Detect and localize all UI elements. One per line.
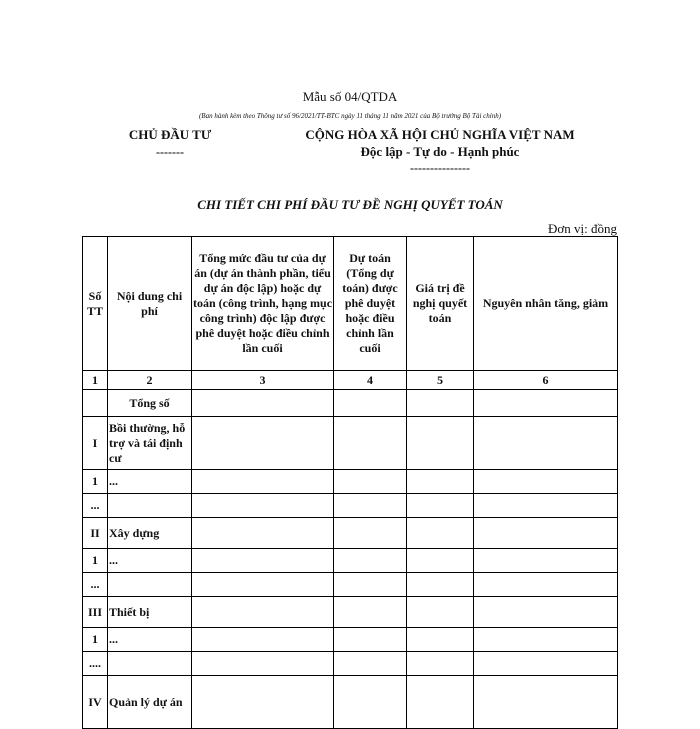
form-number: Mẫu số 04/QTDA <box>302 89 398 104</box>
empty-cell <box>334 628 407 652</box>
empty-cell <box>192 652 334 676</box>
empty-cell <box>334 676 407 729</box>
column-number: 4 <box>334 371 407 390</box>
header-cell-no: Số TT <box>83 237 108 371</box>
header-cell-estimate: Dự toán (Tổng dự toán) được phê duyệt hoặc điều chỉnh lần cuối <box>334 237 407 371</box>
empty-cell <box>407 573 474 597</box>
column-number-row <box>83 371 618 390</box>
column-number: 6 <box>474 371 618 390</box>
row-content: ... <box>108 628 192 652</box>
row-no: II <box>83 518 108 549</box>
empty-cell <box>334 518 407 549</box>
empty-cell <box>334 652 407 676</box>
empty-cell <box>407 597 474 628</box>
row-no: IV <box>83 676 108 729</box>
header-cell-settlement-value: Giá trị đề nghị quyết toán <box>407 237 474 371</box>
empty-cell <box>474 390 618 417</box>
table-row <box>83 470 618 494</box>
row-content <box>108 652 192 676</box>
document-title: CHI TIẾT CHI PHÍ ĐẦU TƯ ĐỀ NGHỊ QUYẾT TOÁN <box>197 197 503 212</box>
column-number: 5 <box>407 371 474 390</box>
table-row <box>83 549 618 573</box>
empty-cell <box>474 597 618 628</box>
empty-cell <box>474 573 618 597</box>
column-number: 3 <box>192 371 334 390</box>
empty-cell <box>192 676 334 729</box>
empty-cell <box>407 494 474 518</box>
empty-cell <box>334 549 407 573</box>
row-content: Xây dựng <box>108 518 192 549</box>
national-name: CỘNG HÒA XÃ HỘI CHỦ NGHĨA VIỆT NAM <box>305 127 575 142</box>
empty-cell <box>192 390 334 417</box>
issued-note: (Ban hành kèm theo Thông tư số 96/2021/TT-BTC ngày 11 tháng 11 năm 2021 của Bộ trưởng Bộ Tài chính) <box>198 112 502 120</box>
currency-unit: Đơn vị: đồng <box>548 221 617 236</box>
row-content <box>108 573 192 597</box>
row-no: ... <box>83 573 108 597</box>
row-no: 1 <box>83 470 108 494</box>
table-header-row <box>83 237 618 371</box>
cost-detail-table <box>82 236 618 729</box>
empty-cell <box>192 573 334 597</box>
table-row <box>83 597 618 628</box>
column-number: 2 <box>108 371 192 390</box>
row-content: Quản lý dự án <box>108 676 192 729</box>
table-row <box>83 573 618 597</box>
empty-cell <box>334 494 407 518</box>
table-row <box>83 652 618 676</box>
empty-cell <box>192 417 334 470</box>
empty-cell <box>407 628 474 652</box>
row-no: III <box>83 597 108 628</box>
row-no: I <box>83 417 108 470</box>
header-cell-reason: Nguyên nhân tăng, giảm <box>474 237 618 371</box>
empty-cell <box>407 417 474 470</box>
empty-cell <box>334 597 407 628</box>
empty-cell <box>334 573 407 597</box>
empty-cell <box>474 676 618 729</box>
row-no: 1 <box>83 549 108 573</box>
row-content: Tổng số <box>108 390 192 417</box>
row-content <box>108 494 192 518</box>
table-row <box>83 676 618 729</box>
empty-cell <box>192 549 334 573</box>
empty-cell <box>192 470 334 494</box>
row-content: Bồi thường, hỗ trợ và tái định cư <box>108 417 192 470</box>
row-no: .... <box>83 652 108 676</box>
empty-cell <box>407 390 474 417</box>
row-no: ... <box>83 494 108 518</box>
row-no <box>83 390 108 417</box>
empty-cell <box>334 417 407 470</box>
table-row <box>83 390 618 417</box>
empty-cell <box>474 628 618 652</box>
empty-cell <box>334 390 407 417</box>
column-number: 1 <box>83 371 108 390</box>
empty-cell <box>407 652 474 676</box>
investor-underline: ------- <box>156 145 184 159</box>
empty-cell <box>192 518 334 549</box>
row-no: 1 <box>83 628 108 652</box>
national-motto: Độc lập - Tự do - Hạnh phúc <box>360 144 520 159</box>
empty-cell <box>192 597 334 628</box>
empty-cell <box>474 518 618 549</box>
empty-cell <box>407 676 474 729</box>
table-row <box>83 494 618 518</box>
row-content: Thiết bị <box>108 597 192 628</box>
empty-cell <box>474 470 618 494</box>
empty-cell <box>474 417 618 470</box>
row-content: ... <box>108 549 192 573</box>
empty-cell <box>192 494 334 518</box>
table-row <box>83 417 618 470</box>
empty-cell <box>474 549 618 573</box>
empty-cell <box>407 518 474 549</box>
empty-cell <box>474 652 618 676</box>
empty-cell <box>192 628 334 652</box>
motto-underline: --------------- <box>410 161 470 175</box>
table-row <box>83 628 618 652</box>
row-content: ... <box>108 470 192 494</box>
empty-cell <box>407 470 474 494</box>
header-cell-content: Nội dung chi phí <box>108 237 192 371</box>
investor-label: CHỦ ĐẦU TƯ <box>128 127 212 142</box>
empty-cell <box>474 494 618 518</box>
table-row <box>83 518 618 549</box>
empty-cell <box>407 549 474 573</box>
header-cell-total-investment: Tổng mức đầu tư của dự án (dự án thành phần, tiểu dự án độc lập) hoặc dự toán (công trình, hạng mục công trình) độc lập được phê duyệt hoặc điều chỉnh lần cuối <box>192 237 334 371</box>
empty-cell <box>334 470 407 494</box>
